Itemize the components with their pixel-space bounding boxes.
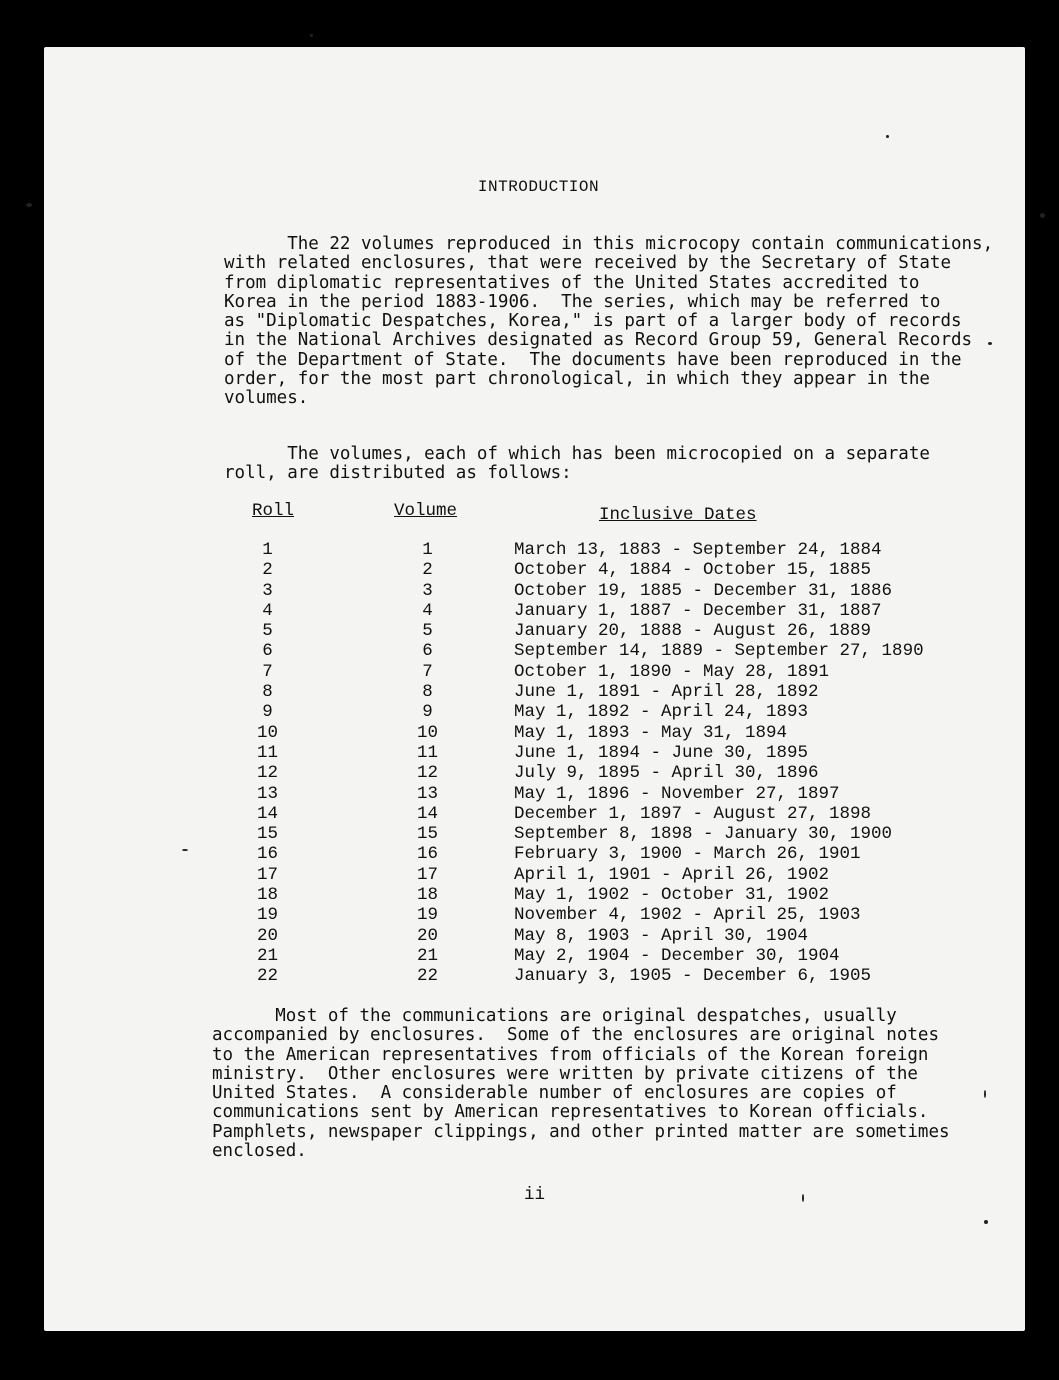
volume-number: 2	[422, 560, 433, 581]
volume-number: 18	[416, 885, 438, 906]
dates-column-header: Inclusive Dates	[599, 505, 757, 525]
volume-number: 5	[422, 621, 433, 642]
table-row	[44, 946, 1025, 966]
paragraph-line: enclosed.	[212, 1141, 307, 1162]
volume-number: 20	[416, 925, 438, 946]
document-page	[44, 47, 1025, 1331]
scan-speck	[984, 1220, 988, 1224]
paragraph-line: of the Department of State. The documents have been reproduced in the	[224, 349, 962, 370]
table-row	[44, 540, 1025, 560]
scan-speck	[802, 1194, 804, 1202]
roll-number: 5	[262, 621, 273, 642]
table-row	[44, 763, 1025, 783]
inclusive-dates: May 1, 1902 - October 31, 1902	[514, 885, 830, 906]
table-row	[44, 804, 1025, 824]
table-row	[44, 844, 1025, 864]
roll-number: 21	[256, 945, 278, 966]
inclusive-dates: June 1, 1891 - April 28, 1892	[514, 682, 819, 703]
table-row	[44, 926, 1025, 946]
volume-number: 6	[422, 641, 433, 662]
table-row	[44, 905, 1025, 925]
inclusive-dates: September 8, 1898 - January 30, 1900	[514, 824, 893, 845]
inclusive-dates: April 1, 1901 - April 26, 1902	[514, 864, 830, 885]
scan-speck	[182, 849, 188, 851]
inclusive-dates: January 3, 1905 - December 6, 1905	[514, 966, 872, 987]
table-row	[44, 723, 1025, 743]
table-row	[44, 702, 1025, 722]
roll-number: 2	[262, 560, 273, 581]
page-heading: INTRODUCTION	[477, 178, 600, 196]
roll-number: 22	[256, 966, 278, 987]
scan-speck	[988, 342, 992, 345]
volume-number: 17	[416, 864, 438, 885]
scan-speck	[984, 1090, 986, 1098]
roll-number: 15	[256, 824, 278, 845]
table-row	[44, 743, 1025, 763]
roll-table	[44, 540, 1025, 987]
volume-number: 15	[416, 824, 438, 845]
table-row	[44, 966, 1025, 986]
volume-column-header: Volume	[394, 501, 458, 521]
roll-number: 11	[256, 742, 278, 763]
paragraph-line: as "Diplomatic Despatches, Korea," is part of a larger body of records	[224, 311, 962, 332]
table-row	[44, 824, 1025, 844]
roll-number: 20	[256, 925, 278, 946]
roll-number: 9	[262, 702, 273, 723]
roll-number: 19	[256, 905, 278, 926]
roll-number: 8	[262, 682, 273, 703]
table-row	[44, 560, 1025, 580]
roll-number: 16	[256, 844, 278, 865]
inclusive-dates: October 4, 1884 - October 15, 1885	[514, 560, 872, 581]
intro-paragraph-3	[212, 1007, 950, 1161]
paragraph-line: Most of the communications are original despatches, usually	[212, 1006, 897, 1026]
volume-number: 11	[416, 742, 438, 763]
paragraph-line: order, for the most part chronological, in which they appear in the	[224, 369, 930, 390]
paragraph-line: ministry. Other enclosures were written by private citizens of the	[212, 1063, 918, 1084]
inclusive-dates: June 1, 1894 - June 30, 1895	[514, 742, 809, 763]
paragraph-line: from diplomatic representatives of the United States accredited to	[224, 272, 920, 293]
table-row	[44, 865, 1025, 885]
inclusive-dates: December 1, 1897 - August 27, 1898	[514, 803, 872, 824]
paragraph-line: Korea in the period 1883-1906. The series, which may be referred to	[224, 291, 941, 312]
volume-number: 4	[422, 600, 433, 621]
table-row	[44, 641, 1025, 661]
roll-number: 7	[262, 661, 273, 682]
roll-number: 13	[256, 783, 278, 804]
volume-number: 1	[422, 540, 433, 560]
inclusive-dates: May 1, 1892 - April 24, 1893	[514, 702, 809, 723]
paragraph-line: in the National Archives designated as Record Group 59, General Records	[224, 330, 973, 351]
paragraph-line: with related enclosures, that were received by the Secretary of State	[224, 253, 951, 274]
paragraph-line: volumes.	[224, 388, 309, 409]
volume-number: 10	[416, 722, 438, 743]
inclusive-dates: January 20, 1888 - August 26, 1889	[514, 621, 872, 642]
volume-number: 14	[416, 803, 438, 824]
roll-number: 12	[256, 763, 278, 784]
volume-number: 19	[416, 905, 438, 926]
roll-number: 14	[256, 803, 278, 824]
table-row	[44, 682, 1025, 702]
roll-number: 3	[262, 580, 273, 601]
paragraph-line: The volumes, each of which has been microcopied on a separate	[224, 444, 930, 464]
roll-number: 1	[262, 540, 273, 560]
paragraph-line: roll, are distributed as follows:	[224, 463, 572, 484]
inclusive-dates: May 8, 1903 - April 30, 1904	[514, 925, 809, 946]
inclusive-dates: October 1, 1890 - May 28, 1891	[514, 661, 830, 682]
page-number: ii	[523, 1185, 545, 1205]
table-row	[44, 885, 1025, 905]
inclusive-dates: October 19, 1885 - December 31, 1886	[514, 580, 893, 601]
volume-number: 3	[422, 580, 433, 601]
paragraph-line: to the American representatives from officials of the Korean foreign	[212, 1044, 929, 1065]
roll-number: 10	[256, 722, 278, 743]
roll-column-header: Roll	[252, 501, 295, 521]
volume-number: 7	[422, 661, 433, 682]
table-row	[44, 621, 1025, 641]
roll-number: 18	[256, 885, 278, 906]
inclusive-dates: May 1, 1893 - May 31, 1894	[514, 722, 788, 743]
intro-paragraph-1	[224, 235, 993, 409]
volume-number: 21	[416, 945, 438, 966]
scan-speck	[26, 203, 32, 207]
volume-number: 9	[422, 702, 433, 723]
scan-speck	[310, 34, 313, 37]
volume-number: 16	[416, 844, 438, 865]
inclusive-dates: February 3, 1900 - March 26, 1901	[514, 844, 861, 865]
inclusive-dates: January 1, 1887 - December 31, 1887	[514, 600, 882, 621]
scan-speck	[1040, 213, 1045, 218]
volume-number: 22	[416, 966, 438, 987]
table-row	[44, 662, 1025, 682]
table-row	[44, 601, 1025, 621]
paragraph-line: accompanied by enclosures. Some of the enclosures are original notes	[212, 1025, 939, 1046]
inclusive-dates: November 4, 1902 - April 25, 1903	[514, 905, 861, 926]
scan-speck	[886, 135, 889, 138]
inclusive-dates: September 14, 1889 - September 27, 1890	[514, 641, 924, 662]
intro-paragraph-2	[224, 445, 930, 484]
volume-number: 12	[416, 763, 438, 784]
paragraph-line: communications sent by American representatives to Korean officials.	[212, 1102, 929, 1123]
table-row	[44, 581, 1025, 601]
roll-number: 4	[262, 600, 273, 621]
paragraph-line: Pamphlets, newspaper clippings, and other printed matter are sometimes	[212, 1121, 950, 1142]
roll-number: 17	[256, 864, 278, 885]
roll-number: 6	[262, 641, 273, 662]
volume-number: 8	[422, 682, 433, 703]
paragraph-line: The 22 volumes reproduced in this microcopy contain communications,	[224, 234, 994, 254]
inclusive-dates: March 13, 1883 - September 24, 1884	[514, 540, 882, 560]
inclusive-dates: May 1, 1896 - November 27, 1897	[514, 783, 840, 804]
table-row	[44, 784, 1025, 804]
volume-number: 13	[416, 783, 438, 804]
inclusive-dates: May 2, 1904 - December 30, 1904	[514, 945, 840, 966]
paragraph-line: United States. A considerable number of enclosures are copies of	[212, 1083, 897, 1104]
inclusive-dates: July 9, 1895 - April 30, 1896	[514, 763, 819, 784]
